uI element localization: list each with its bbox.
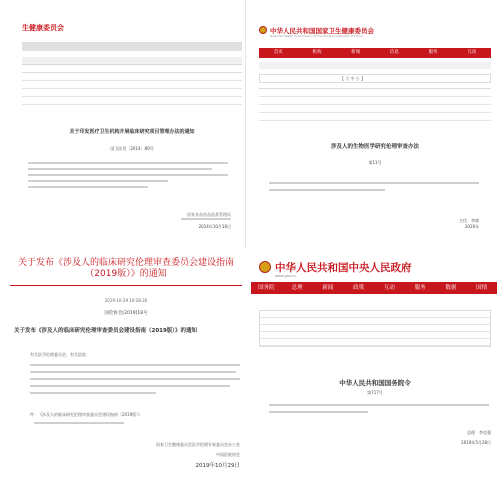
national-emblem-icon <box>259 26 267 34</box>
breadcrumb <box>259 62 491 69</box>
metadata-row <box>260 318 490 325</box>
document-number: 第717号 <box>367 390 383 395</box>
nav-item[interactable]: 信息 <box>389 50 399 55</box>
site-header <box>0 0 245 40</box>
nav-item[interactable]: 互动 <box>383 285 395 291</box>
metadata-row <box>22 89 242 97</box>
document-title: 涉及人的生物医学研究伦理审查办法 <box>330 144 419 150</box>
attachment-line <box>34 422 124 424</box>
nav-item[interactable]: 总理 <box>291 285 303 291</box>
screenshot-panel-3 <box>0 252 248 497</box>
document-title: 关于印发医疗卫生机构开展临床研究项目管理办法的通知 <box>69 129 195 135</box>
screenshot-panel-4 <box>251 252 497 497</box>
document-number: 第11号 <box>368 160 382 165</box>
signature-text: 主任：李斌 <box>459 218 479 223</box>
nav-item[interactable]: 国情 <box>476 285 488 291</box>
nav-item[interactable]: 政策 <box>353 285 365 291</box>
document-date: 2014年10月16日 <box>198 224 231 229</box>
nav-item[interactable]: 机构 <box>312 50 322 55</box>
metadata-row <box>259 105 491 113</box>
document-title: 关于发布《涉及人的临床研究伦理审查委员会建设指南（2019版）》的通知 <box>14 328 198 334</box>
signature-text: 中国医院协会 <box>216 452 240 457</box>
metadata-row <box>259 89 491 97</box>
nav-item[interactable]: 新闻 <box>322 285 334 291</box>
signature-text: 国家食品药品监督管理局 <box>187 212 231 217</box>
document-date: 2019年5月28日 <box>461 440 491 445</box>
metadata-row <box>22 97 242 105</box>
document-body <box>30 364 240 399</box>
nav-item[interactable]: 首页 <box>273 50 283 55</box>
signature-block <box>459 218 479 230</box>
font-size-toolbar <box>259 74 491 83</box>
site-title: 生健康委员会 <box>22 24 64 32</box>
nav-item[interactable]: 服务 <box>428 50 438 55</box>
metadata-table <box>259 88 491 121</box>
metadata-row <box>22 73 242 81</box>
nav-bar <box>251 282 497 294</box>
metadata-row <box>259 113 491 121</box>
metadata-row <box>260 339 490 346</box>
signature-block <box>161 212 231 230</box>
document-number: 国卫医发〔2014〕80号 <box>110 146 154 151</box>
document-number: 国伦协会[2019]18号 <box>104 311 148 316</box>
metadata-row <box>22 81 242 89</box>
nav-item[interactable]: 国务院 <box>258 285 275 291</box>
font-size-toggle[interactable]: 【 大 中 小 】 <box>340 76 366 81</box>
site-header <box>251 0 497 44</box>
metadata-table <box>259 310 491 347</box>
screenshot-panel-1 <box>0 0 246 248</box>
metadata-table <box>22 72 242 105</box>
document-date: 2016年 <box>464 224 479 229</box>
signature-text: 国家卫生健康委员会医学伦理专家委员会办公室 <box>156 442 240 447</box>
panel-divider <box>0 248 497 252</box>
breadcrumb <box>259 298 489 304</box>
site-title: 中华人民共和国国家卫生健康委员会 <box>270 27 374 35</box>
document-title: 中华人民共和国国务院令 <box>339 379 411 387</box>
nav-bar[interactable] <box>22 42 242 51</box>
document-body <box>269 404 489 418</box>
document-body <box>28 162 228 192</box>
document-body <box>269 182 479 196</box>
site-title: 中华人民共和国中央人民政府 <box>275 262 412 274</box>
title-divider <box>10 285 242 286</box>
nav-item[interactable]: 新闻 <box>351 50 361 55</box>
site-url: www.gov.cn <box>275 274 296 278</box>
publish-time: 2019-10-29 10:28:30 <box>104 298 148 303</box>
nav-item[interactable]: 互动 <box>467 50 477 55</box>
nav-bar <box>259 48 491 58</box>
toolbar <box>22 57 242 65</box>
nav-item[interactable]: 数据 <box>445 285 457 291</box>
metadata-row <box>260 332 490 339</box>
attachment-label[interactable]: 件：《涉及人的临床研究伦理审查委员会建设指南（2019版）》 <box>30 412 143 417</box>
metadata-row <box>260 325 490 332</box>
metadata-row <box>259 97 491 105</box>
signature-text: 总理 李克强 <box>467 430 491 435</box>
national-emblem-icon <box>259 261 271 273</box>
document-date: 2019年10月29日 <box>195 463 240 469</box>
greeting: 有关医学伦理委员会，有关医院： <box>30 352 90 357</box>
page-title: 关于发布《涉及人的临床研究伦理审查委员会建设指南（2019版）》的通知 <box>17 258 234 279</box>
screenshot-panel-2 <box>251 0 497 248</box>
site-subtitle: National Health Commission of the People's Republic of China <box>270 34 363 38</box>
nav-item[interactable]: 服务 <box>414 285 426 291</box>
metadata-row <box>260 311 490 318</box>
